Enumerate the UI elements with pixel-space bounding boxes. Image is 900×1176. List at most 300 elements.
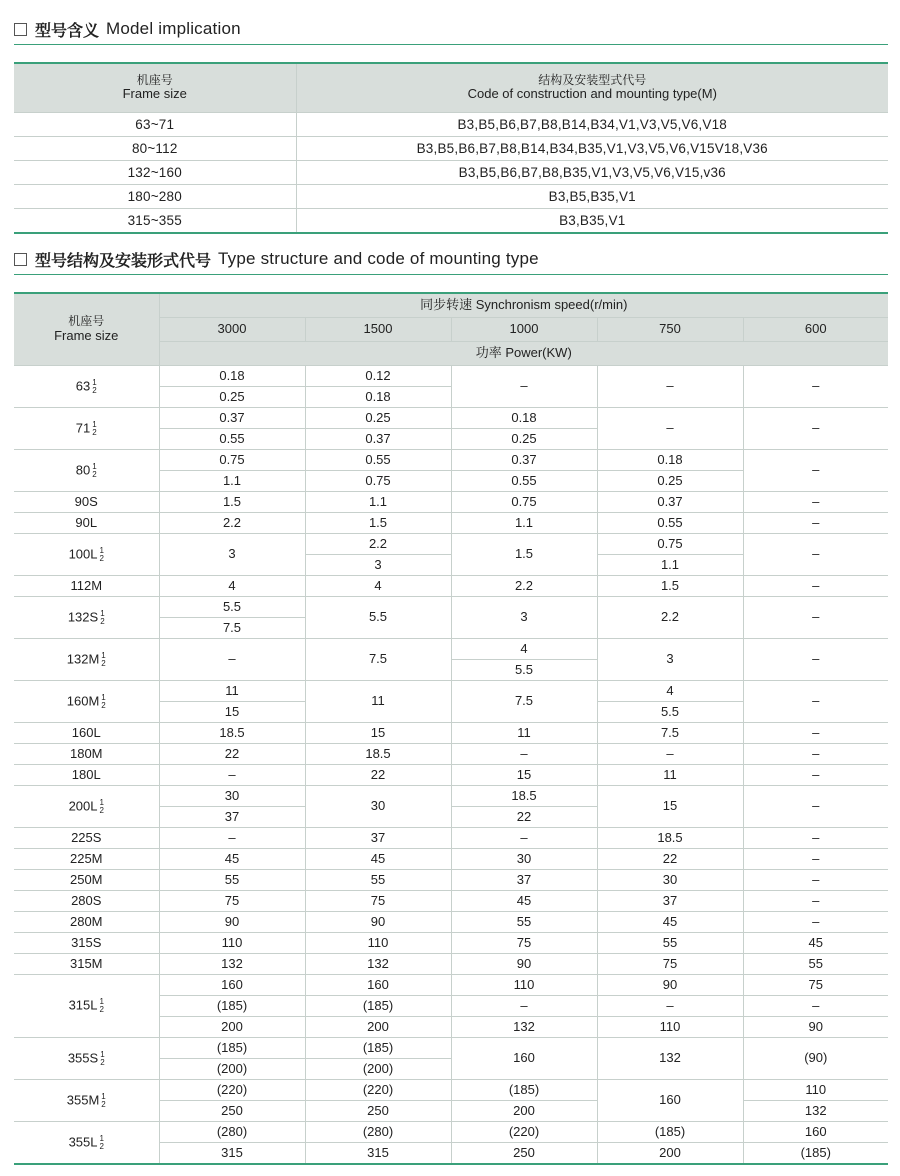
frame-size-cell: 180~280	[14, 185, 296, 209]
frame-size-cell	[14, 954, 159, 975]
table-row	[14, 639, 888, 660]
table-row	[14, 1122, 888, 1143]
frame-size-cell	[14, 933, 159, 954]
power-cell-600: –	[743, 891, 888, 912]
power-cell-3000: (280)	[159, 1122, 305, 1143]
power-cell-750: 11	[597, 765, 743, 786]
section-header-model-implication	[14, 14, 888, 45]
frame-size-label: 160L	[71, 724, 101, 740]
power-cell-750: –	[597, 408, 743, 450]
power-cell-1000: 11	[451, 723, 597, 744]
power-cell-600: –	[743, 366, 888, 408]
power-cell-3000: 0.25	[159, 387, 305, 408]
table-row	[14, 576, 888, 597]
power-cell-1000: 4	[451, 639, 597, 660]
power-cell-3000: 110	[159, 933, 305, 954]
power-cell-600: 90	[743, 1017, 888, 1038]
frame-size-header-zh: 机座号	[136, 72, 173, 87]
frame-size-subscript-digit: 1	[99, 545, 104, 555]
frame-size-cell	[14, 492, 159, 513]
power-cell-1000: 0.55	[451, 471, 597, 492]
power-cell-1500: 0.18	[305, 387, 451, 408]
power-cell-600: –	[743, 744, 888, 765]
power-cell-1500: 200	[305, 1017, 451, 1038]
power-cell-3000: (185)	[159, 1038, 305, 1059]
table-row	[14, 744, 888, 765]
power-cell-1500: 250	[305, 1101, 451, 1122]
frame-size-cell: 315~355	[14, 209, 296, 234]
frame-size-cell	[14, 975, 159, 1038]
frame-size-subscript-digit: 1	[92, 419, 97, 429]
synchronism-speed-header: 同步转速 Synchronism speed(r/min)	[159, 293, 888, 318]
power-cell-3000: 0.37	[159, 408, 305, 429]
power-cell-600: –	[743, 870, 888, 891]
frame-size-subscript	[100, 610, 104, 626]
power-cell-750: 0.55	[597, 513, 743, 534]
frame-size-cell	[14, 681, 159, 723]
power-cell-1500: 0.25	[305, 408, 451, 429]
mounting-code-cell: B3,B5,B6,B7,B8,B14,B34,B35,V1,V3,V5,V6,V15V18,V36	[296, 137, 888, 161]
frame-size-header-zh: 机座号	[68, 314, 105, 329]
power-table	[14, 292, 888, 1165]
power-cell-750: –	[597, 996, 743, 1017]
power-cell-600: –	[743, 786, 888, 828]
power-cell-1500: 0.37	[305, 429, 451, 450]
power-cell-3000: 11	[159, 681, 305, 702]
power-cell-750: 5.5	[597, 702, 743, 723]
speed-600-header: 600	[743, 318, 888, 342]
frame-size-label: 160M	[66, 692, 100, 708]
frame-size-label: 315L	[68, 997, 98, 1013]
frame-size-subscript-digit: 2	[92, 427, 97, 437]
frame-size-subscript-digit: 1	[99, 997, 104, 1006]
frame-size-subscript	[101, 652, 105, 668]
frame-size-subscript-digit: 2	[92, 385, 97, 395]
frame-size-subscript-digit: 1	[99, 1133, 104, 1143]
table-row	[14, 849, 888, 870]
speed-1500-header: 1500	[305, 318, 451, 342]
power-cell-600: –	[743, 723, 888, 744]
frame-size-subscript-digit: 1	[100, 1049, 105, 1059]
frame-size-label: 280M	[69, 913, 103, 929]
frame-size-subscript	[99, 799, 103, 815]
power-cell-3000: 4	[159, 576, 305, 597]
power-cell-1500: 132	[305, 954, 451, 975]
power-cell-600: –	[743, 450, 888, 492]
power-cell-1500: 0.55	[305, 450, 451, 471]
frame-size-label: 90S	[74, 493, 98, 509]
frame-size-label: 71	[75, 419, 91, 435]
power-cell-1500: 0.12	[305, 366, 451, 387]
power-cell-1000: 110	[451, 975, 597, 996]
frame-size-subscript	[100, 1051, 104, 1067]
frame-size-subscript-digit: 1	[92, 377, 97, 387]
frame-size-label: 355S	[67, 1049, 99, 1065]
frame-size-label: 200L	[68, 797, 98, 813]
table-row	[14, 513, 888, 534]
power-cell-750: 2.2	[597, 597, 743, 639]
mounting-code-cell: B3,B35,V1	[296, 209, 888, 234]
frame-size-header-en: Frame size	[54, 327, 119, 343]
table-row	[14, 912, 888, 933]
frame-size-label: 80	[75, 461, 91, 477]
frame-size-cell	[14, 513, 159, 534]
frame-size-subscript-digit: 2	[99, 1141, 104, 1151]
frame-size-subscript-digit: 1	[101, 692, 106, 702]
table-row	[14, 209, 888, 234]
power-cell-1500: 22	[305, 765, 451, 786]
power-cell-1000: 55	[451, 912, 597, 933]
power-cell-1000: –	[451, 996, 597, 1017]
frame-size-subscript	[92, 463, 96, 479]
frame-size-cell	[14, 534, 159, 576]
mounting-code-cell: B3,B5,B6,B7,B8,B14,B34,V1,V3,V5,V6,V18	[296, 113, 888, 137]
power-cell-750: 3	[597, 639, 743, 681]
frame-size-cell	[14, 765, 159, 786]
power-cell-1000: 0.18	[451, 408, 597, 429]
frame-size-subscript	[99, 1135, 103, 1151]
frame-size-cell	[14, 1080, 159, 1122]
section-title-en: Model implication	[106, 19, 241, 38]
table-row	[14, 161, 888, 185]
table-row	[14, 786, 888, 807]
power-cell-1500: (200)	[305, 1059, 451, 1080]
power-cell-750: 0.75	[597, 534, 743, 555]
table-row	[14, 492, 888, 513]
power-cell-750: 22	[597, 849, 743, 870]
power-cell-1000: 45	[451, 891, 597, 912]
frame-size-header	[14, 293, 159, 366]
table-row	[14, 870, 888, 891]
power-cell-1500: (220)	[305, 1080, 451, 1101]
power-cell-600: –	[743, 534, 888, 576]
power-cell-1000: 1.5	[451, 534, 597, 576]
power-cell-1000: (185)	[451, 1080, 597, 1101]
frame-size-cell	[14, 786, 159, 828]
power-cell-3000: (185)	[159, 996, 305, 1017]
frame-size-subscript-digit: 2	[101, 658, 106, 668]
power-cell-600: –	[743, 849, 888, 870]
power-cell-600: 45	[743, 933, 888, 954]
power-cell-1500: 30	[305, 786, 451, 828]
frame-size-label: 180L	[71, 766, 101, 782]
power-cell-3000: 22	[159, 744, 305, 765]
power-cell-3000: (200)	[159, 1059, 305, 1080]
power-cell-3000: 18.5	[159, 723, 305, 744]
table-header-row	[14, 63, 888, 113]
power-cell-600: –	[743, 639, 888, 681]
power-cell-1000: 0.37	[451, 450, 597, 471]
frame-size-subscript-digit: 1	[100, 608, 105, 618]
frame-size-subscript-digit: 2	[100, 616, 105, 626]
power-cell-1500: 5.5	[305, 597, 451, 639]
frame-size-label: 132M	[66, 650, 100, 666]
power-cell-1500: 160	[305, 975, 451, 996]
power-cell-1000: 1.1	[451, 513, 597, 534]
frame-size-label: 315S	[71, 934, 102, 950]
power-cell-750: 1.1	[597, 555, 743, 576]
frame-size-subscript	[99, 998, 103, 1014]
power-cell-1000: –	[451, 366, 597, 408]
power-cell-600: 110	[743, 1080, 888, 1101]
power-cell-1500: 1.5	[305, 513, 451, 534]
power-cell-750: 0.37	[597, 492, 743, 513]
section-title-en: Type structure and code of mounting type	[218, 249, 539, 268]
section-title-zh: 型号结构及安装形式代号	[35, 250, 212, 270]
frame-size-cell	[14, 849, 159, 870]
section-header-type-structure	[14, 244, 888, 275]
construction-code-header	[296, 63, 888, 113]
frame-size-cell: 63~71	[14, 113, 296, 137]
power-cell-750: –	[597, 744, 743, 765]
section-title-zh: 型号含义	[35, 20, 100, 40]
power-cell-3000: 250	[159, 1101, 305, 1122]
frame-size-cell	[14, 870, 159, 891]
power-cell-3000: 315	[159, 1143, 305, 1165]
power-cell-750: –	[597, 366, 743, 408]
power-cell-750: 55	[597, 933, 743, 954]
frame-size-cell	[14, 597, 159, 639]
power-cell-1500: 2.2	[305, 534, 451, 555]
frame-size-label: 225S	[71, 829, 102, 845]
power-cell-1500: 75	[305, 891, 451, 912]
power-cell-1000: 37	[451, 870, 597, 891]
power-cell-3000: 200	[159, 1017, 305, 1038]
power-cell-1000: 90	[451, 954, 597, 975]
power-cell-3000: (220)	[159, 1080, 305, 1101]
power-cell-750: 7.5	[597, 723, 743, 744]
power-cell-750: 0.25	[597, 471, 743, 492]
speed-header-row	[14, 293, 888, 318]
power-cell-1000: 0.75	[451, 492, 597, 513]
power-cell-1500: (185)	[305, 1038, 451, 1059]
mounting-code-cell: B3,B5,B6,B7,B8,B35,V1,V3,V5,V6,V15,v36	[296, 161, 888, 185]
power-cell-600: –	[743, 996, 888, 1017]
frame-size-cell	[14, 408, 159, 450]
table-row	[14, 891, 888, 912]
power-cell-1500: (185)	[305, 996, 451, 1017]
power-cell-3000: 1.1	[159, 471, 305, 492]
power-cell-1500: 45	[305, 849, 451, 870]
construction-code-header-en: Code of construction and mounting type(M)	[467, 86, 717, 102]
model-implication-table	[14, 62, 888, 234]
speed-750-header: 750	[597, 318, 743, 342]
speed-3000-header: 3000	[159, 318, 305, 342]
frame-size-header-en: Frame size	[122, 86, 187, 102]
power-cell-3000: 75	[159, 891, 305, 912]
table-row	[14, 185, 888, 209]
table-row	[14, 450, 888, 471]
table-row	[14, 954, 888, 975]
power-cell-1500: 90	[305, 912, 451, 933]
table-row	[14, 597, 888, 618]
speed-1000-header: 1000	[451, 318, 597, 342]
power-cell-1000: 3	[451, 597, 597, 639]
power-cell-750: 75	[597, 954, 743, 975]
power-cell-600: –	[743, 681, 888, 723]
frame-size-subscript-digit: 2	[101, 1099, 106, 1109]
power-cell-750: (185)	[597, 1122, 743, 1143]
power-cell-3000: –	[159, 639, 305, 681]
power-cell-3000: –	[159, 828, 305, 849]
frame-size-label: 180M	[69, 745, 103, 761]
power-cell-3000: 2.2	[159, 513, 305, 534]
power-cell-1500: (280)	[305, 1122, 451, 1143]
power-cell-3000: 45	[159, 849, 305, 870]
table-row	[14, 1038, 888, 1059]
power-cell-1500: 15	[305, 723, 451, 744]
power-cell-600: –	[743, 597, 888, 639]
power-cell-3000: 1.5	[159, 492, 305, 513]
table-row	[14, 408, 888, 429]
power-cell-1500: 0.75	[305, 471, 451, 492]
power-cell-600: (90)	[743, 1038, 888, 1080]
power-cell-750: 200	[597, 1143, 743, 1165]
power-cell-600: (185)	[743, 1143, 888, 1165]
power-cell-3000: 5.5	[159, 597, 305, 618]
table-row	[14, 765, 888, 786]
frame-size-subscript-digit: 2	[99, 1005, 104, 1014]
frame-size-label: 355L	[68, 1133, 98, 1149]
construction-code-header-zh: 结构及安装型式代号	[538, 72, 647, 87]
power-cell-3000: 30	[159, 786, 305, 807]
table-row	[14, 681, 888, 702]
power-cell-1500: 315	[305, 1143, 451, 1165]
power-cell-600: 55	[743, 954, 888, 975]
frame-size-subscript-digit: 1	[101, 650, 106, 660]
power-cell-3000: 3	[159, 534, 305, 576]
frame-size-subscript-digit: 2	[100, 1057, 105, 1067]
power-cell-3000: 0.75	[159, 450, 305, 471]
frame-size-label: 280S	[71, 892, 102, 908]
power-cell-1000: 7.5	[451, 681, 597, 723]
frame-size-header	[14, 63, 296, 113]
table-row	[14, 828, 888, 849]
power-cell-750: 45	[597, 912, 743, 933]
power-cell-600: –	[743, 576, 888, 597]
frame-size-cell: 132~160	[14, 161, 296, 185]
frame-size-subscript	[101, 1093, 105, 1109]
frame-size-label: 90L	[75, 514, 98, 530]
power-cell-1000: 75	[451, 933, 597, 954]
power-cell-600: 132	[743, 1101, 888, 1122]
table-row	[14, 137, 888, 161]
frame-size-subscript-digit: 2	[99, 805, 104, 815]
power-cell-750: 1.5	[597, 576, 743, 597]
power-cell-600: 160	[743, 1122, 888, 1143]
frame-size-cell: 80~112	[14, 137, 296, 161]
frame-size-cell	[14, 912, 159, 933]
power-cell-1000: –	[451, 828, 597, 849]
power-cell-3000: 0.18	[159, 366, 305, 387]
power-cell-750: 18.5	[597, 828, 743, 849]
power-cell-600: –	[743, 513, 888, 534]
power-cell-1000: 2.2	[451, 576, 597, 597]
power-cell-1000: 160	[451, 1038, 597, 1080]
power-cell-750: 37	[597, 891, 743, 912]
frame-size-cell	[14, 828, 159, 849]
frame-size-cell	[14, 366, 159, 408]
power-cell-1000: 15	[451, 765, 597, 786]
power-cell-1500: 11	[305, 681, 451, 723]
frame-size-cell	[14, 744, 159, 765]
power-cell-1000: 250	[451, 1143, 597, 1165]
power-cell-600: –	[743, 912, 888, 933]
frame-size-subscript-digit: 2	[101, 700, 106, 710]
power-cell-600: –	[743, 492, 888, 513]
power-cell-1000: 0.25	[451, 429, 597, 450]
power-cell-600: 75	[743, 975, 888, 996]
table-row	[14, 113, 888, 137]
frame-size-subscript-digit: 2	[92, 469, 97, 479]
frame-size-subscript	[99, 547, 103, 563]
power-cell-750: 132	[597, 1038, 743, 1080]
frame-size-subscript-digit: 2	[99, 553, 104, 563]
power-cell-1000: 5.5	[451, 660, 597, 681]
power-cell-3000: 7.5	[159, 618, 305, 639]
power-cell-3000: –	[159, 765, 305, 786]
power-cell-1000: 132	[451, 1017, 597, 1038]
checkbox-square-icon	[14, 23, 27, 36]
power-cell-3000: 55	[159, 870, 305, 891]
power-cell-1500: 7.5	[305, 639, 451, 681]
frame-size-cell	[14, 891, 159, 912]
table-row	[14, 1080, 888, 1101]
power-cell-750: 90	[597, 975, 743, 996]
power-cell-3000: 160	[159, 975, 305, 996]
power-cell-750: 30	[597, 870, 743, 891]
frame-size-label: 132S	[67, 608, 99, 624]
power-cell-600: –	[743, 828, 888, 849]
frame-size-subscript-digit: 1	[101, 1091, 106, 1101]
power-cell-1000: –	[451, 744, 597, 765]
power-cell-750: 160	[597, 1080, 743, 1122]
power-cell-750: 110	[597, 1017, 743, 1038]
frame-size-cell	[14, 1122, 159, 1165]
mounting-code-cell: B3,B5,B35,V1	[296, 185, 888, 209]
frame-size-subscript	[101, 694, 105, 710]
frame-size-label: 250M	[69, 871, 103, 887]
power-cell-600: –	[743, 765, 888, 786]
frame-size-subscript	[92, 421, 96, 437]
frame-size-cell	[14, 639, 159, 681]
frame-size-subscript-digit: 1	[92, 461, 97, 471]
power-cell-750: 4	[597, 681, 743, 702]
table-row	[14, 975, 888, 996]
frame-size-label: 112M	[70, 577, 103, 593]
frame-size-subscript-digit: 1	[99, 797, 104, 807]
frame-size-label: 63	[75, 377, 91, 393]
frame-size-label: 100L	[68, 545, 98, 561]
table-row	[14, 366, 888, 387]
frame-size-subscript	[92, 379, 96, 395]
power-header: 功率 Power(KW)	[159, 342, 888, 366]
power-cell-1500: 4	[305, 576, 451, 597]
power-cell-3000: 0.55	[159, 429, 305, 450]
power-cell-1500: 1.1	[305, 492, 451, 513]
power-cell-750: 15	[597, 786, 743, 828]
power-cell-1000: 22	[451, 807, 597, 828]
power-cell-3000: 15	[159, 702, 305, 723]
power-cell-1000: (220)	[451, 1122, 597, 1143]
frame-size-label: 315M	[69, 955, 103, 971]
frame-size-label: 225M	[69, 850, 103, 866]
power-cell-1500: 3	[305, 555, 451, 576]
power-cell-1500: 55	[305, 870, 451, 891]
frame-size-cell	[14, 450, 159, 492]
frame-size-cell	[14, 1038, 159, 1080]
table-row	[14, 723, 888, 744]
